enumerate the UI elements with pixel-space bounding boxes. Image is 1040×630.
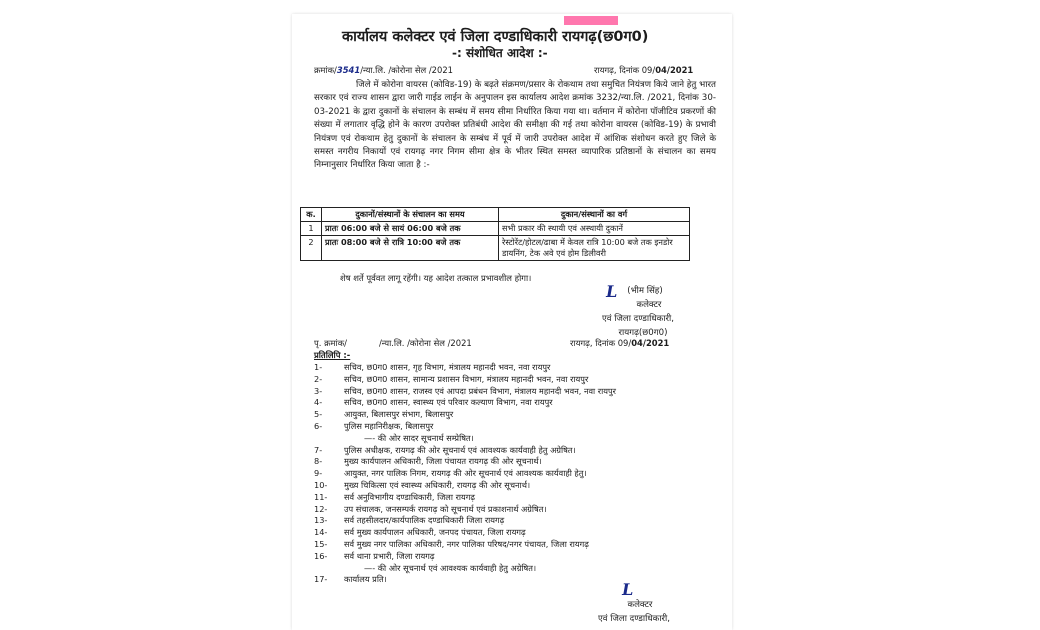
list-item-text: सचिव, छ0ग0 शासन, सामान्य प्रशासन विभाग, मंत्रालय महानदी भवन, नवा रायपुर [344,373,589,384]
list-item-number: 2- [314,373,323,384]
list-item-number: 11- [314,491,328,502]
copy-ref-date: रायगढ़, दिनांक 09/04/2021 [570,338,670,348]
list-item-number: 5- [314,409,323,420]
list-item [314,539,616,551]
list-item-text: मुख्य चिकित्सा एवं स्वास्थ्य अधिकारी, रायगढ़ की ओर सूचनार्थ। [344,479,531,490]
list-item-number: 10- [314,479,328,490]
closing-line: शेष शर्ते पूर्ववत लागू रहेंगी। यह आदेश तत्काल प्रभावशील होगा। [340,273,532,283]
list-item [314,409,616,421]
list-item [314,563,616,575]
table-row [301,222,690,236]
list-item-text: सचिव, छ0ग0 शासन, गृह विभाग, मंत्रालय महानदी भवन, नवा रायपुर [344,362,551,372]
order-date: रायगढ़, दिनांक 09/04/2021 [594,65,694,75]
list-item [314,445,616,457]
list-item [314,421,616,433]
copy-ref-number: पृ. क्रमांक/ /न्या.लि. /कोरोना सेल /2021 [314,338,472,348]
list-item [314,468,616,480]
list-item-text: सर्व अनुविभागीय दण्डाधिकारी, जिला रायगढ़ [344,491,476,502]
signature-block [598,598,670,626]
list-item [314,574,616,586]
table-header-cell: क. [301,208,322,222]
list-item-text: पुलिस अधीक्षक, रायगढ़ की ओर सूचनार्थ एवं आवश्यक कार्यवाही हेतु अग्रेषित। [344,444,576,455]
list-item [314,374,616,386]
list-item [314,456,616,468]
list-item-number: 6- [314,420,323,431]
handwritten-number: 3541 [336,65,361,75]
list-item-number: 15- [314,538,328,549]
timing-table [300,207,690,261]
list-item [314,504,616,516]
list-item-text: कार्यालय प्रति। [344,574,387,585]
table-row [301,236,690,261]
table-header-row [301,208,690,222]
document-page [292,14,732,630]
table-cell: प्रातः 08:00 बजे से रात्रि 10:00 बजे तक [322,236,499,261]
signatory-designation: एवं जिला दण्डाधिकारी, [602,314,674,324]
copy-list [314,362,616,586]
list-item-number: 17- [314,574,328,585]
list-item-text: सचिव, छ0ग0 शासन, राजस्व एवं आपदा प्रबंधन विभाग, मंत्रालय महानदी भवन, नवा रायपुर [344,385,617,396]
table-cell: 1 [301,222,322,236]
list-item-text: उप संचालक, जनसम्पर्क रायगढ़ को सूचनार्थ एवं प्रकाशनार्थ अग्रेषित। [344,503,547,514]
list-item [314,480,616,492]
list-item-number [314,563,344,575]
copies-title: प्रतिलिपि :- [314,350,351,360]
signature-block [602,284,674,340]
list-item [314,397,616,409]
list-item-text: —- की ओर सादर सूचनार्थ सम्प्रेषित। [364,432,474,443]
list-item-number: 4- [314,397,323,408]
signatory-designation: एवं जिला दण्डाधिकारी, [598,614,670,624]
table-header-cell: दुकानों/संस्थानों के संचालन का समय [322,208,499,222]
signatory-designation: कलेक्टर [636,300,662,310]
table-header-cell: दुकान/संस्थानों का वर्ग [499,208,690,222]
list-item-text: पुलिस महानिरीक्षक, बिलासपुर [344,420,434,431]
list-item [314,551,616,563]
list-item-text: सर्व तहसीलदार/कार्यपालिक दण्डाधिकारी जिला रायगढ़ [344,515,505,526]
highlight-mark [564,16,618,25]
list-item-number: 1- [314,362,323,372]
list-item-text: मुख्य कार्यपालन अधिकारी, जिला पंचायत रायगढ़ की ओर सूचनार्थ। [344,456,542,467]
list-item-number [314,433,344,445]
list-item-number: 16- [314,550,328,561]
list-item-text: सर्व मुख्य कार्यपालन अधिकारी, जनपद पंचायत, जिला रायगढ़ [344,527,526,538]
list-item-number: 9- [314,468,323,479]
office-title: कार्यालय कलेक्टर एवं जिला दण्डाधिकारी रायगढ़(छ0ग0) [342,29,649,45]
table-cell: प्रातः 06:00 बजे से सायं 06:00 बजे तक [322,222,499,236]
list-item [314,362,616,374]
list-item-text: आयुक्त, नगर पालिक निगम, रायगढ़ की ओर सूचनार्थ एवं आवश्यक कार्यवाही हेतु। [344,468,587,479]
list-item-number: 12- [314,503,328,514]
signature-scrawl: L [620,580,635,599]
list-item-number: 3- [314,385,323,396]
signature-scrawl: L [604,282,619,301]
list-item-text: सर्व थाना प्रभारी, जिला रायगढ़ [344,550,435,561]
signatory-designation: कलेक्टर [627,600,653,610]
list-item [314,527,616,539]
order-subtitle: -: संशोधित आदेश :- [452,46,548,60]
list-item [314,515,616,527]
list-item-number: 8- [314,456,323,467]
order-number: क्रमांक/3541/न्या.लि. /कोरोना सेल /2021 [314,65,453,75]
list-item [314,433,616,445]
list-item [314,492,616,504]
list-item-number: 14- [314,527,328,538]
signatory-district: रायगढ़(छ0ग0) [618,328,668,338]
table-cell: 2 [301,236,322,261]
list-item-text: —- की ओर सूचनार्थ एवं आवश्यक कार्यवाही हेतु अग्रेषित। [364,562,537,573]
list-item [314,386,616,398]
table-cell: रेस्टोरेंट/होटल/ढाबा में केवल रात्रि 10:00 बजे तक इनडोर डायनिंग, टेक अवे एवं होम डिलीवरी [499,236,690,261]
list-item-text: सचिव, छ0ग0 शासन, स्वास्थ्य एवं परिवार कल्याण विभाग, नवा रायपुर [344,397,553,408]
list-item-number: 13- [314,515,328,526]
order-body-paragraph: जिले में कोरोना वायरस (कोविड-19) के बढ़ते संक्रमण/प्रसार के रोकथाम तथा समुचित नियंत्रण किये जाने हेतु भारत सरकार एवं राज्य शासन द्वारा जारी गाईड लाईन के अनुपालन इस कार्यालय आदेश क्रमांक 3232/न्या.लि. /2021, दिनांक 30-03-2021 के द्वारा दुकानों के संचालन के सम्बंध में समय सीमा निर्धारित किया गया था। वर्तमान में कोरोना पॉजीटिव प्रकरणों की संख्या में लगातार वृद्धि होने के कारण उपरोक्त प्रतिबंधी आदेश की समीक्षा की गई तथा कोरोना वायरस (कोविड-19) के प्रभावी नियंत्रण एवं रोकथाम हेतु दुकानों के संचालन के सम्बंध में पूर्व में जारी उपरोक्त आदेश में आंशिक संशोधन करते हुए जिले के समस्त नगरीय निकायों एवं रायगढ़ नगर निगम सीमा क्षेत्र के भीतर स्थित समस्त व्यापारिक प्रतिष्ठानों के संचालन का समय निम्नानुसार निर्धारित किया जाता है :- [314,80,716,171]
list-item-text: सर्व मुख्य नगर पालिका अधिकारी, नगर पालिका परिषद/नगर पंचायत, जिला रायगढ़ [344,538,589,549]
list-item-text: आयुक्त, बिलासपुर संभाग, बिलासपुर [344,409,454,420]
signatory-name: (भीम सिंह) [627,286,663,296]
list-item-number: 7- [314,444,323,455]
table-cell: सभी प्रकार की स्थायी एवं अस्थायी दुकानें [499,222,690,236]
